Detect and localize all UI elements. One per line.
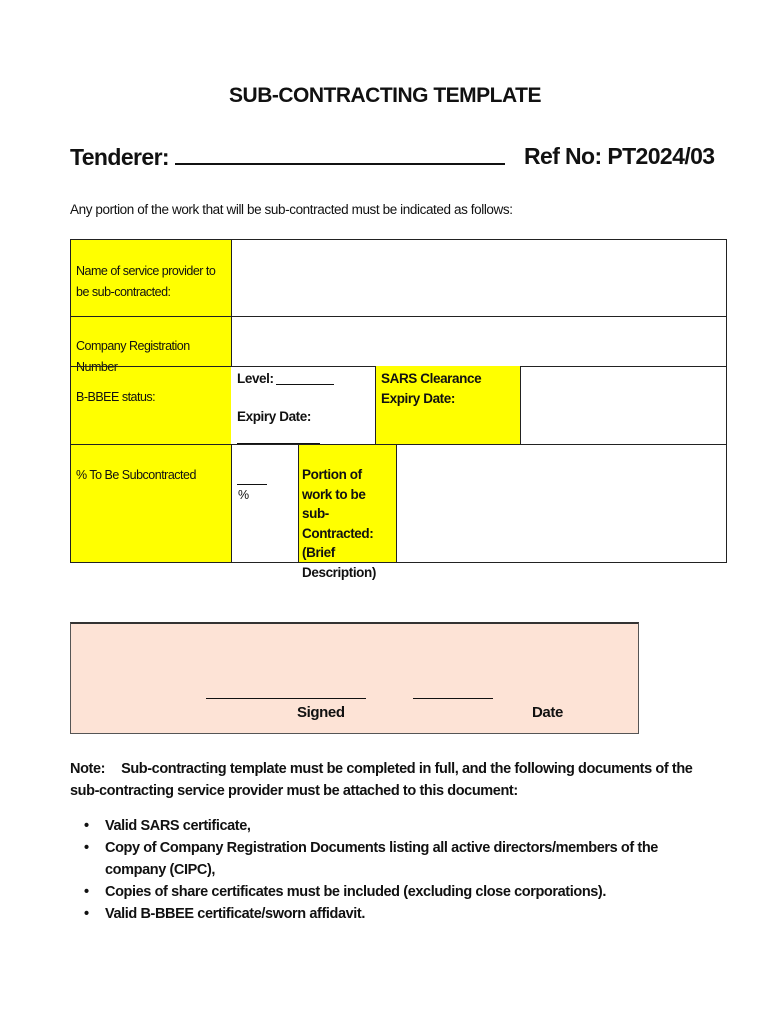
- bullet-icon: •: [84, 906, 89, 922]
- note-label: Note:: [70, 761, 106, 777]
- sars-label: SARS Clearance Expiry Date:: [381, 371, 482, 406]
- date-line[interactable]: [413, 698, 493, 699]
- registration-input[interactable]: [231, 316, 727, 367]
- date-label: Date: [532, 704, 563, 721]
- row-divider: [70, 316, 231, 317]
- provider-name-input[interactable]: [231, 239, 727, 317]
- intro-text: Any portion of the work that will be sub-contracted must be indicated as follows:: [70, 202, 513, 217]
- bullet-icon: •: [84, 840, 89, 856]
- provider-name-label: Name of service provider to be sub-contracted:: [76, 264, 216, 299]
- required-documents-list: [70, 815, 710, 925]
- list-item: • Valid SARS certificate,: [70, 815, 710, 837]
- portion-description-input[interactable]: [397, 445, 727, 563]
- level-label: Level:: [237, 371, 274, 386]
- ref-number: Ref No: PT2024/03: [524, 143, 715, 169]
- tenderer-field[interactable]: [70, 143, 505, 171]
- page-title: SUB-CONTRACTING TEMPLATE: [229, 84, 541, 107]
- sars-input[interactable]: [521, 366, 727, 445]
- tenderer-input-line[interactable]: [175, 143, 505, 165]
- percent-sign: %: [238, 488, 249, 502]
- bbbee-label: B-BBEE status:: [76, 390, 156, 404]
- list-item: • Copy of Company Registration Documents listing all active directors/members of the company (CIPC),: [70, 837, 710, 881]
- note: [70, 758, 710, 802]
- signed-label: Signed: [297, 704, 345, 721]
- tenderer-label: Tenderer:: [70, 144, 169, 170]
- expiry-label: Expiry Date:: [237, 409, 311, 424]
- bullet-icon: •: [84, 884, 89, 900]
- note-text: Sub-contracting template must be completed in full, and the following documents of the sub-contracting service provider must be attached to this document:: [70, 761, 693, 799]
- bullet-icon: •: [84, 818, 89, 834]
- registration-label: Company Registration Number: [76, 339, 190, 374]
- list-item: • Valid B-BBEE certificate/sworn affidavit.: [70, 903, 710, 925]
- portion-label: Portion of work to be sub-Contracted: (Brief Description): [302, 467, 376, 580]
- row-divider: [70, 366, 231, 367]
- percent-label: % To Be Subcontracted: [76, 468, 196, 482]
- table-border-bottom: [70, 562, 727, 563]
- signature-line[interactable]: [206, 698, 366, 699]
- level-input-line[interactable]: [276, 384, 334, 385]
- list-item: • Copies of share certificates must be included (excluding close corporations).: [70, 881, 710, 903]
- signature-box: [70, 622, 639, 734]
